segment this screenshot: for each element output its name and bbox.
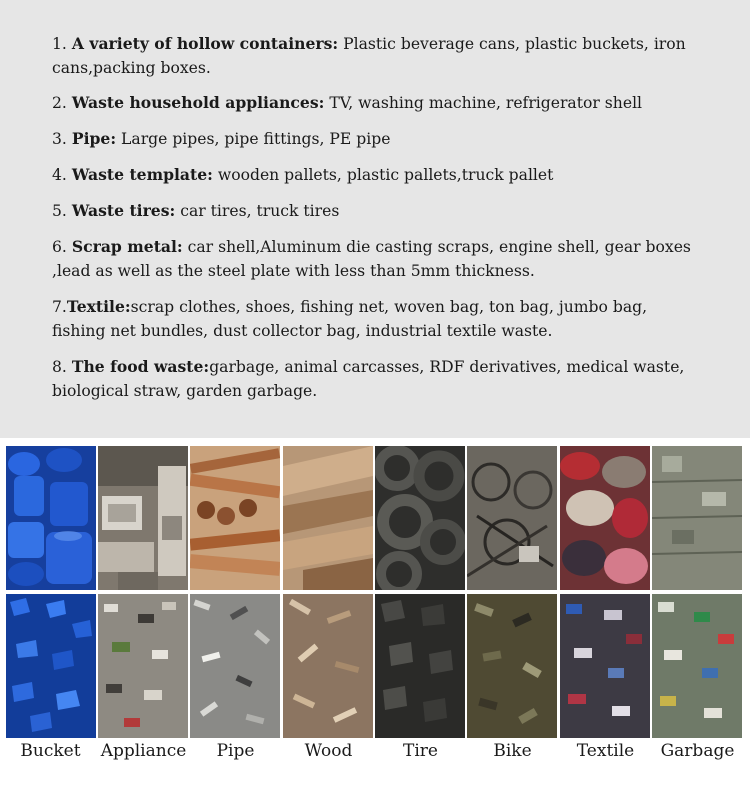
garbage-shredded-image: [652, 594, 742, 738]
item-text: car shell,Aluminum die casting scraps, engine shell, gear boxes ,lead as well as the steel plate with less than 5mm thickness.: [52, 238, 691, 280]
textile-raw-image: [560, 446, 650, 590]
caption-bucket: Bucket: [20, 741, 81, 761]
photo-pipe-shredded: [190, 594, 280, 738]
list-item: 2. Waste household appliances: TV, washing machine, refrigerator shell: [52, 93, 643, 112]
caption-textile: Textile: [576, 741, 635, 761]
caption-garbage: Garbage: [660, 741, 735, 761]
list-item: 3. Pipe: Large pipes, pipe fittings, PE pipe: [52, 129, 391, 148]
item-title: Waste tires:: [71, 201, 176, 220]
pipe-raw-image: [190, 446, 280, 590]
item-text: garbage, animal carcasses, RDF derivatives, medical waste, biological straw, garden garbage.: [52, 358, 685, 400]
photo-pipe-raw: [190, 446, 280, 590]
item-title: Waste template:: [71, 165, 213, 184]
list-item: 6. Scrap metal: car shell,Aluminum die casting scraps, engine shell, gear boxes ,lead as well as the steel plate with less than 5mm thickness.: [52, 237, 691, 280]
caption-bike: Bike: [493, 741, 532, 761]
list-item: 5. Waste tires: car tires, truck tires: [52, 201, 340, 220]
list-item: 1. A variety of hollow containers: Plastic beverage cans, plastic buckets, iron cans,packing boxes.: [52, 34, 686, 77]
item-text: scrap clothes, shoes, fishing net, woven bag, ton bag, jumbo bag, fishing net bundles, dust collector bag, industrial textile waste.: [52, 298, 648, 340]
caption-tire: Tire: [403, 741, 438, 761]
wood-shredded-image: [283, 594, 373, 738]
wood-raw-image: [283, 446, 373, 590]
photo-bike-shredded: [467, 594, 557, 738]
bike-raw-image: [467, 446, 557, 590]
item-text: Plastic beverage cans, plastic buckets, iron cans,packing boxes.: [52, 35, 686, 77]
item-title: Scrap metal:: [71, 237, 183, 256]
tire-shredded-image: [375, 594, 465, 738]
pipe-shredded-image: [190, 594, 280, 738]
bucket-raw-image: [6, 446, 96, 590]
item-title: The food waste:: [71, 357, 210, 376]
item-title: Waste household appliances:: [71, 93, 325, 112]
caption-appliance: Appliance: [100, 741, 187, 761]
photo-textile-raw: [560, 446, 650, 590]
photo-wood-raw: [283, 446, 373, 590]
textile-shredded-image: [560, 594, 650, 738]
bucket-shredded-image: [6, 594, 96, 738]
photo-garbage-shredded: [652, 594, 742, 738]
photo-grid: [0, 446, 750, 785]
photo-wood-shredded: [283, 594, 373, 738]
caption-pipe: Pipe: [216, 741, 255, 761]
photo-bucket-shredded: [6, 594, 96, 738]
item-text: wooden pallets, plastic pallets,truck pallet: [212, 166, 554, 184]
photo-tire-raw: [375, 446, 465, 590]
item-text: Large pipes, pipe fittings, PE pipe: [116, 130, 391, 148]
photo-bike-raw: [467, 446, 557, 590]
photo-textile-shredded: [560, 594, 650, 738]
item-text: car tires, truck tires: [175, 202, 340, 220]
photo-tire-shredded: [375, 594, 465, 738]
list-item: 4. Waste template: wooden pallets, plastic pallets,truck pallet: [52, 165, 554, 184]
photo-bucket-raw: [6, 446, 96, 590]
list-item: 8. The food waste:garbage, animal carcasses, RDF derivatives, medical waste, biological straw, garden garbage.: [52, 357, 685, 400]
caption-wood: Wood: [304, 741, 353, 761]
appliance-shredded-image: [98, 594, 188, 738]
tire-raw-image: [375, 446, 465, 590]
item-title: Pipe:: [71, 129, 117, 148]
photo-appliance-shredded: [98, 594, 188, 738]
photo-garbage-raw: [652, 446, 742, 590]
item-title: A variety of hollow containers:: [71, 34, 339, 53]
list-item: 7.Textile:scrap clothes, shoes, fishing net, woven bag, ton bag, jumbo bag, fishing net bundles, dust collector bag, industrial textile waste.: [52, 297, 648, 340]
bike-shredded-image: [467, 594, 557, 738]
item-title: Textile:: [66, 297, 131, 316]
appliance-raw-image: [98, 446, 188, 590]
item-text: TV, washing machine, refrigerator shell: [324, 94, 643, 112]
garbage-raw-image: [652, 446, 742, 590]
photo-appliance-raw: [98, 446, 188, 590]
